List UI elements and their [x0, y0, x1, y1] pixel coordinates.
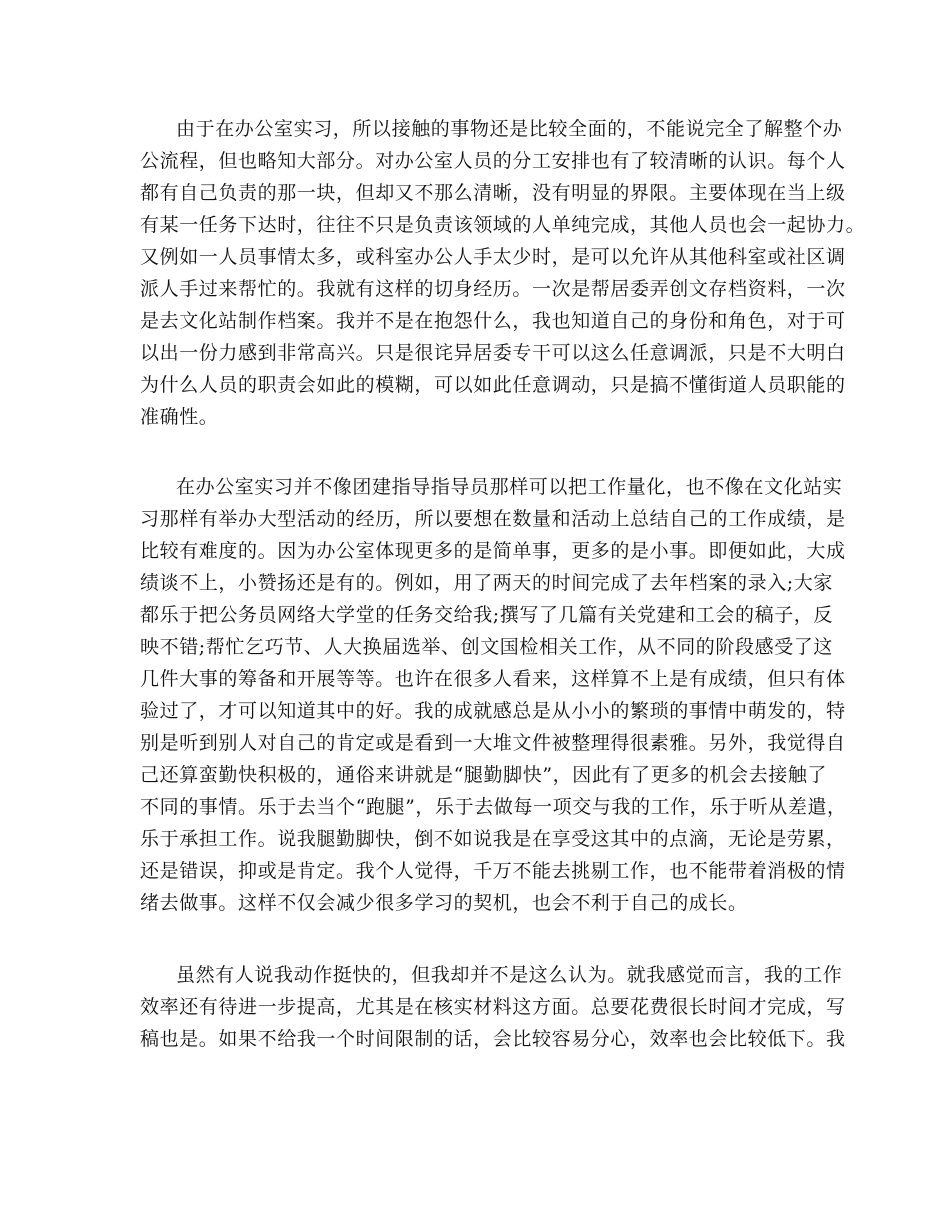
paragraph-2-line-6: 映不错;帮忙乞巧节、人大换届选举、创文国检相关工作，从不同的阶段感受了这 [140, 636, 834, 658]
paragraph-1-line-2: 公流程，但也略知大部分。对办公室人员的分工安排也有了较清晰的认识。每个人 [140, 150, 846, 172]
paragraph-2-line-3: 比较有难度的。因为办公室体现更多的是简单事，更多的是小事。即便如此，大成 [140, 540, 846, 562]
paragraph-2-line-10: 己还算蛮勤快积极的，通俗来讲就是“腿勤脚快”，因此有了更多的机会去接触了 [140, 764, 828, 786]
paragraph-1-line-7: 是去文化站制作档案。我并不是在抱怨什么，我也知道自己的身份和角色，对于可 [140, 310, 846, 332]
paragraph-3-line-1: 虽然有人说我动作挺快的，但我却并不是这么认为。就我感觉而言，我的工作 [176, 964, 843, 986]
paragraph-2-line-13: 还是错误，抑或是肯定。我个人觉得，千万不能去挑剔工作，也不能带着消极的情 [140, 860, 846, 882]
paragraph-2-line-14: 绪去做事。这样不仅会减少很多学习的契机，也会不利于自己的成长。 [140, 892, 748, 914]
paragraph-2-line-12: 乐于承担工作。说我腿勤脚快，倒不如说我是在享受这其中的点滴，无论是劳累， [140, 828, 846, 850]
paragraph-1-line-4: 有某一任务下达时，往往不只是负责该领域的人单纯完成，其他人员也会一起协力。 [140, 214, 866, 236]
paragraph-2-line-1: 在办公室实习并不像团建指导指导员那样可以把工作量化，也不像在文化站实 [176, 476, 843, 498]
paragraph-1-line-9: 为什么人员的职责会如此的模糊，可以如此任意调动，只是搞不懂街道人员职能的 [140, 374, 846, 396]
paragraph-3-line-2: 效率还有待进一步提高，尤其是在核实材料这方面。总要花费很长时间才完成，写 [140, 996, 846, 1018]
paragraph-2-line-2: 习那样有举办大型活动的经历，所以要想在数量和活动上总结自己的工作成绩，是 [140, 508, 846, 530]
paragraph-1-line-6: 派人手过来帮忙的。我就有这样的切身经历。一次是帮居委弄创文存档资料，一次 [140, 278, 846, 300]
paragraph-2-line-5: 都乐于把公务员网络大学堂的任务交给我;撰写了几篇有关党建和工会的稿子，反 [140, 604, 834, 626]
paragraph-1-line-5: 又例如一人员事情太多，或科室办公人手太少时，是可以允许从其他科室或社区调 [140, 246, 846, 268]
paragraph-3-line-3: 稿也是。如果不给我一个时间限制的话，会比较容易分心，效率也会比较低下。我 [140, 1028, 846, 1050]
paragraph-1-line-8: 以出一份力感到非常高兴。只是很诧异居委专干可以这么任意调派，只是不大明白 [140, 342, 846, 364]
paragraph-2-line-9: 别是听到别人对自己的肯定或是看到一大堆文件被整理得很素雅。另外，我觉得自 [140, 732, 846, 754]
paragraph-2-line-8: 验过了，才可以知道其中的好。我的成就感总是从小小的繁琐的事情中萌发的，特 [140, 700, 846, 722]
paragraph-2-line-11: 不同的事情。乐于去当个“跑腿”，乐于去做每一项交与我的工作，乐于听从差遣， [140, 796, 847, 818]
paragraph-1-line-10: 准确性。 [140, 406, 219, 428]
paragraph-1-line-1: 由于在办公室实习，所以接触的事物还是比较全面的，不能说完全了解整个办 [176, 118, 843, 140]
paragraph-2-line-4: 绩谈不上，小赞扬还是有的。例如，用了两天的时间完成了去年档案的录入;大家 [140, 572, 834, 594]
paragraph-2-line-7: 几件大事的筹备和开展等等。也许在很多人看来，这样算不上是有成绩，但只有体 [140, 668, 846, 690]
paragraph-1-line-3: 都有自己负责的那一块，但却又不那么清晰，没有明显的界限。主要体现在当上级 [140, 182, 846, 204]
